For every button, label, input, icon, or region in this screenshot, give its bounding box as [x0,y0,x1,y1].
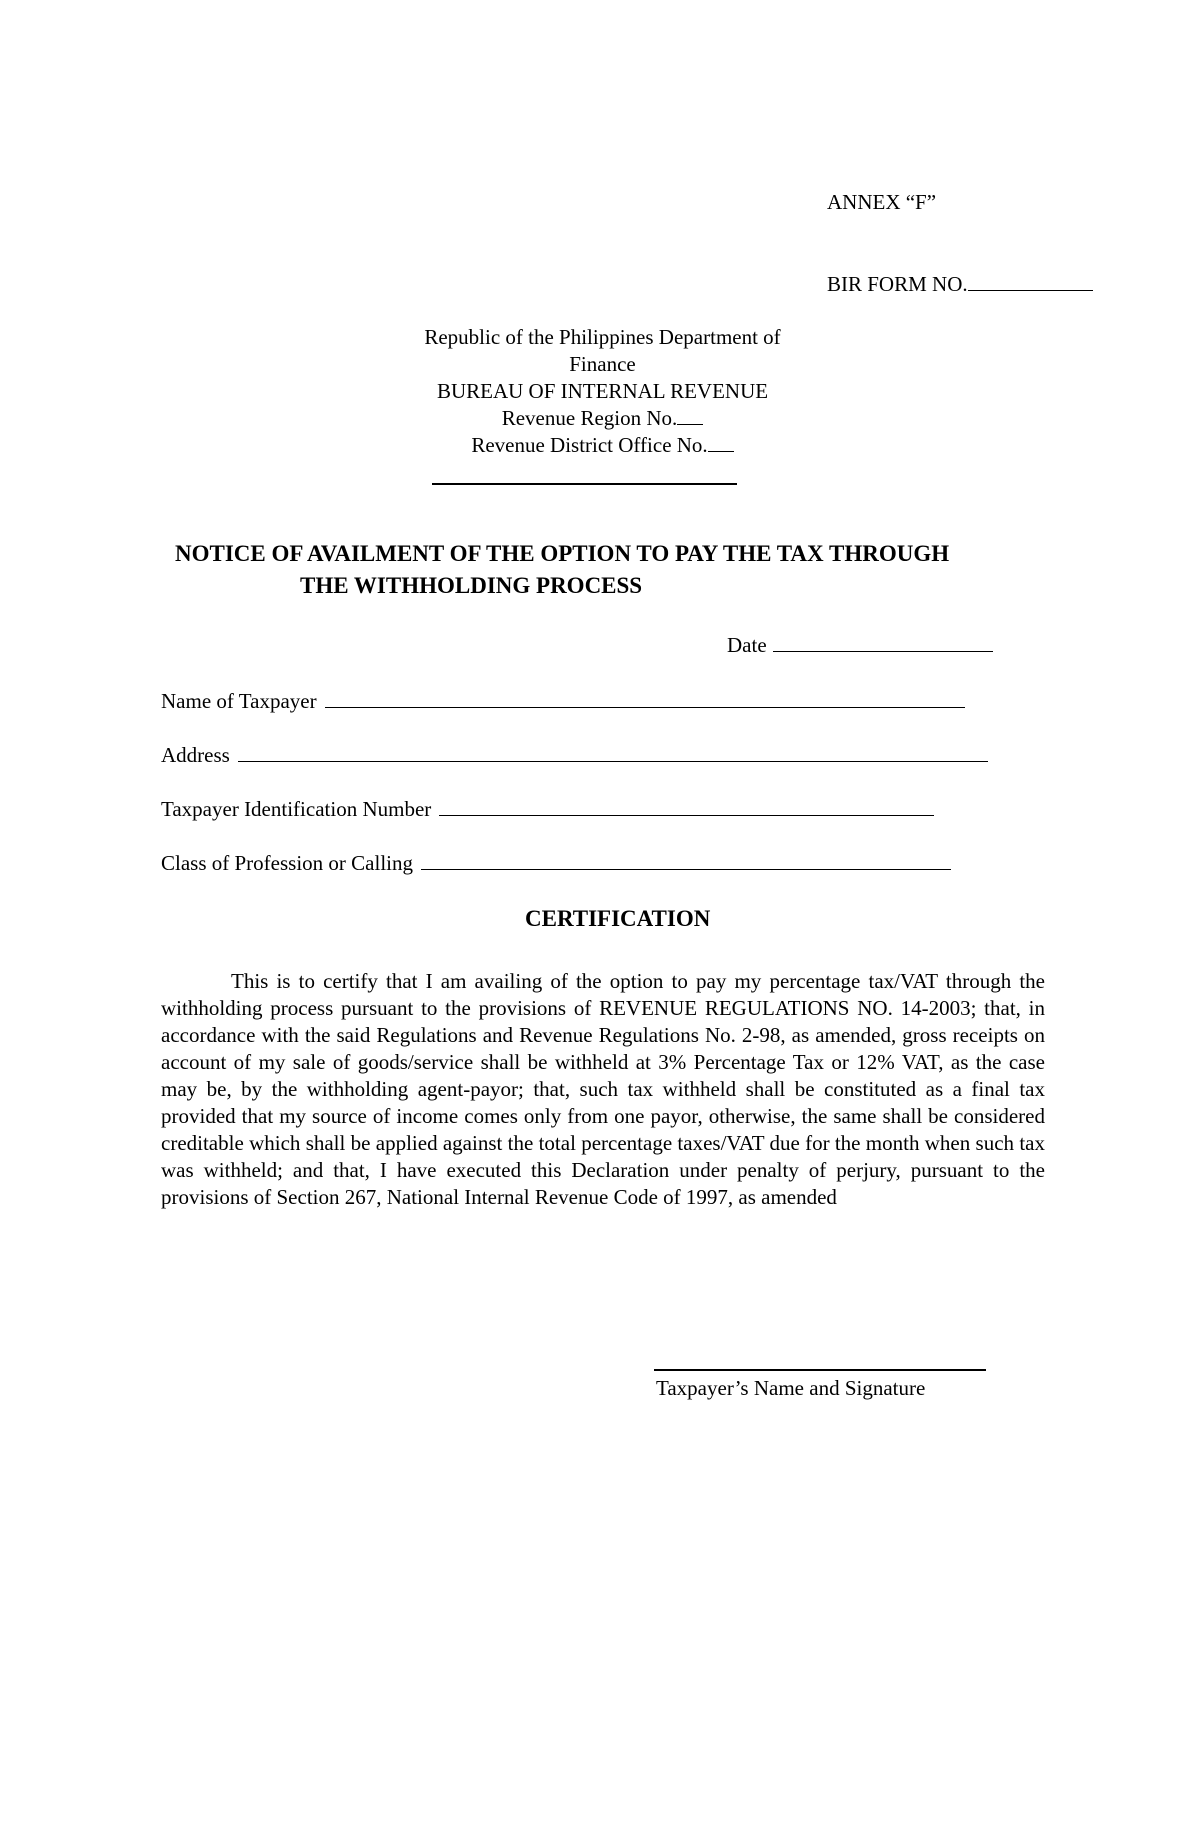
form-no-label: BIR FORM NO. [827,272,968,296]
profession-blank[interactable] [421,851,951,870]
title-line1: NOTICE OF AVAILMENT OF THE OPTION TO PAY THE TAX THROUGH [175,541,950,566]
district-blank[interactable] [708,433,734,452]
title-line2: THE WITHHOLDING PROCESS [300,573,643,598]
address-blank[interactable] [238,743,988,762]
region-label: Revenue Region No. [501,406,678,430]
annex-label: ANNEX “F” [827,190,937,214]
certification-body: This is to certify that I am availing of the option to pay my percentage tax/VAT through the withholding process pursuant to the provisions of REVENUE REGULATIONS NO. 14-2003; that, in accordance with the said Regulations and Revenue Regulations No. 2-98, as amended, gross receipts on account of my sale of goods/service shall be withheld at 3% Percentage Tax or 12% VAT, as the case may be, by the withholding agent-payor; that, such tax withheld shall be constituted as a final tax provided that my source of income comes only from one payor, otherwise, the same shall be considered creditable which shall be applied against the total percentage taxes/VAT due for the month when such tax was withheld; and that, I have executed this Declaration under penalty of perjury, pursuant to the provisions of Section 267, National Internal Revenue Code of 1997, as amended [161,969,1045,1209]
tin-blank[interactable] [439,797,934,816]
form-no-blank[interactable] [968,272,1093,291]
taxpayer-name-blank[interactable] [325,689,965,708]
district-label: Revenue District Office No. [471,433,708,457]
region-blank[interactable] [677,406,703,425]
tin-label: Taxpayer Identification Number [161,797,432,821]
tin-field [161,797,934,822]
agency-signature-rule [432,483,737,485]
agency-block [395,324,810,459]
address-field [161,743,988,768]
profession-label: Class of Profession or Calling [161,851,413,875]
revenue-region [395,405,810,432]
certification-heading: CERTIFICATION [525,906,711,931]
bir-form-number [827,272,1093,297]
signature-line[interactable] [654,1369,986,1371]
revenue-district [395,432,810,459]
signature-label: Taxpayer’s Name and Signature [656,1376,926,1400]
profession-field [161,851,951,876]
date-blank[interactable] [773,633,993,652]
notice-title [175,538,949,602]
date-field [727,633,993,658]
agency-line2: BUREAU OF INTERNAL REVENUE [436,379,769,403]
taxpayer-name-label: Name of Taxpayer [161,689,317,713]
agency-line1: Republic of the Philippines Department of Finance [424,325,781,376]
date-label: Date [727,633,767,657]
taxpayer-name-field [161,689,965,714]
address-label: Address [161,743,230,767]
